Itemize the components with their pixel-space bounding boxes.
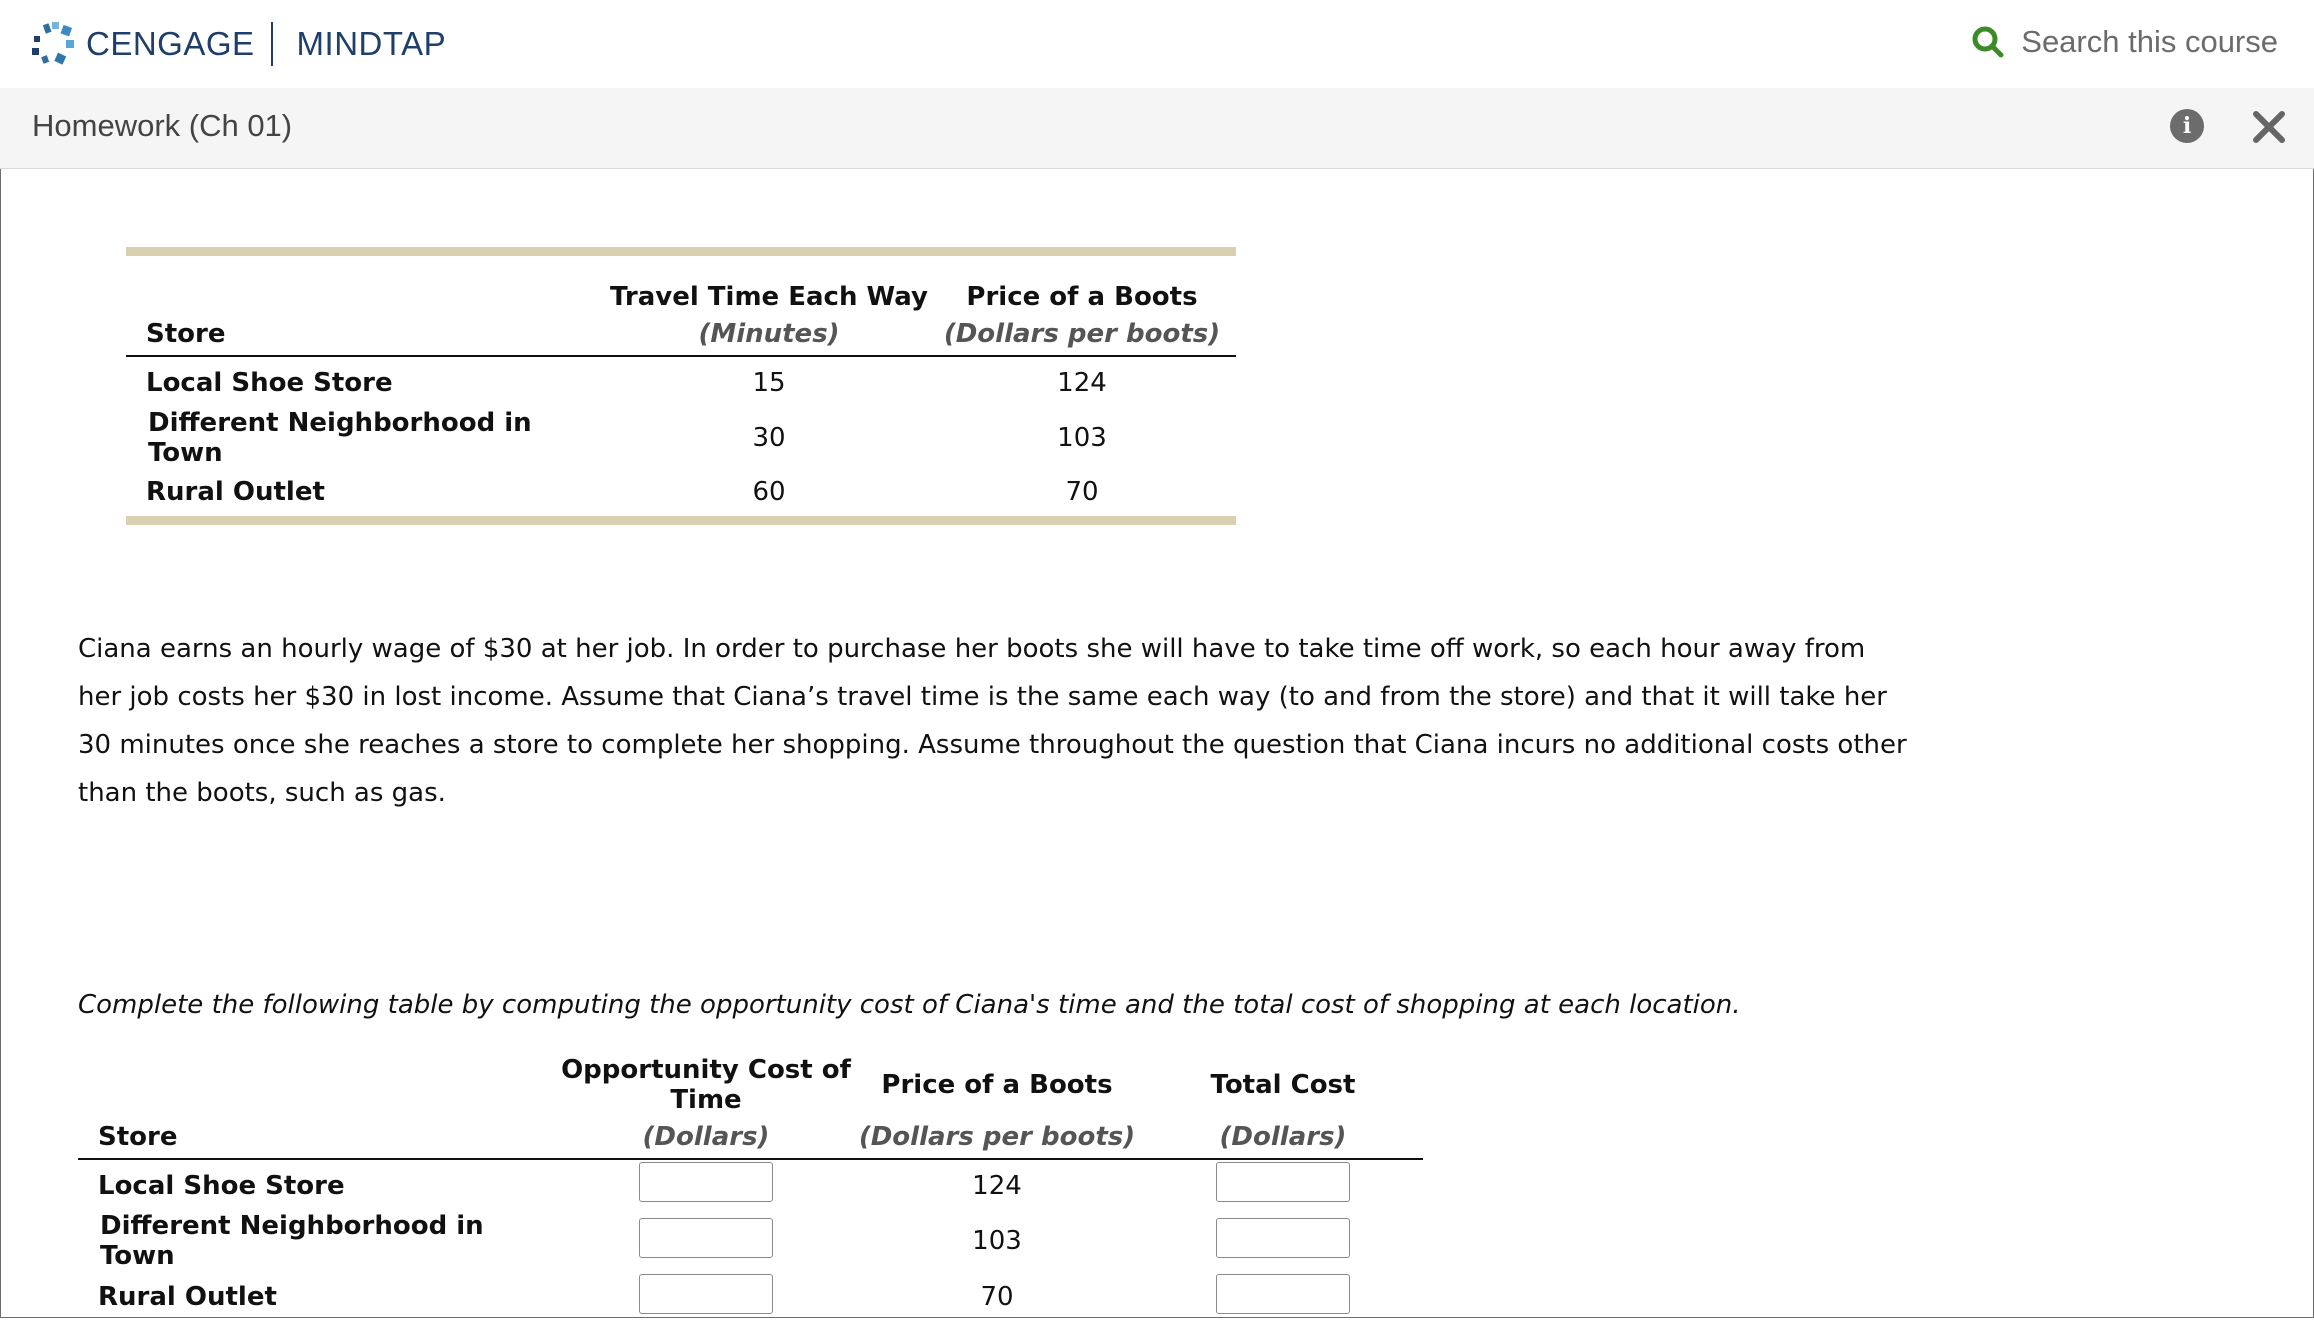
brand-divider bbox=[271, 22, 273, 66]
col-header-price: Price of a Boots bbox=[881, 1070, 1113, 1100]
total-cost-input[interactable] bbox=[1216, 1218, 1350, 1258]
search-icon[interactable] bbox=[1971, 25, 2005, 59]
table-row bbox=[126, 356, 1236, 408]
col-header-store: Store bbox=[126, 312, 610, 356]
close-icon[interactable] bbox=[2250, 108, 2288, 146]
col-header-travel: Travel Time Each Way bbox=[610, 282, 928, 312]
store-name: Rural Outlet bbox=[98, 1282, 277, 1312]
col-unit-opportunity: (Dollars) bbox=[561, 1115, 851, 1159]
course-search[interactable] bbox=[1971, 24, 2278, 60]
boot-price: 124 bbox=[972, 1170, 1022, 1201]
brand-cengage: CENGAGE bbox=[86, 25, 255, 62]
brand-mindtap: MINDTAP bbox=[296, 25, 447, 62]
instruction-text: Complete the following table by computing the opportunity cost of Ciana's time and the total cost of shopping at each location. bbox=[78, 990, 1741, 1020]
col-header-store: Store bbox=[78, 1115, 561, 1159]
top-header bbox=[0, 0, 2314, 89]
cengage-logo-icon bbox=[30, 20, 78, 68]
problem-statement: Ciana earns an hourly wage of $30 at her job. In order to purchase her boots she will have to take time off work, so each hour away from her job costs her $30 in lost income. Assume that Ciana’s travel time is the same each way (to and from the store) and that it will take her 30 minutes once she reaches a store to complete her shopping. Assume throughout the question that Ciana incurs no additional costs other than the boots, such as gas. bbox=[78, 634, 1907, 808]
page-title: Homework (Ch 01) bbox=[32, 108, 293, 143]
table-row bbox=[126, 408, 1236, 468]
col-unit-total: (Dollars) bbox=[1143, 1115, 1423, 1159]
col-header-opportunity: Opportunity Cost of Time bbox=[561, 1055, 851, 1115]
search-placeholder[interactable]: Search this course bbox=[2021, 24, 2278, 59]
travel-time: 30 bbox=[752, 423, 786, 453]
table-row bbox=[78, 1211, 1423, 1271]
store-name: Different Neighborhood in Town bbox=[148, 408, 532, 468]
col-unit-price: (Dollars per boots) bbox=[928, 312, 1236, 356]
store-data-table bbox=[126, 247, 1236, 525]
opportunity-cost-input[interactable] bbox=[639, 1218, 773, 1258]
table-row bbox=[126, 468, 1236, 520]
store-name: Rural Outlet bbox=[146, 476, 325, 507]
activity-header bbox=[0, 88, 2314, 169]
info-icon[interactable]: i bbox=[2170, 109, 2204, 143]
boot-price: 70 bbox=[1065, 476, 1099, 507]
table-row bbox=[78, 1159, 1423, 1211]
cengage-logo[interactable] bbox=[30, 20, 446, 68]
total-cost-input[interactable] bbox=[1216, 1274, 1350, 1314]
store-name: Local Shoe Store bbox=[98, 1170, 345, 1201]
col-header-total: Total Cost bbox=[1210, 1070, 1356, 1100]
boot-price: 70 bbox=[980, 1282, 1014, 1312]
col-header-price: Price of a Boots bbox=[966, 282, 1198, 312]
store-name: Local Shoe Store bbox=[146, 367, 393, 398]
col-unit-travel: (Minutes) bbox=[610, 312, 928, 356]
opportunity-cost-input[interactable] bbox=[639, 1162, 773, 1202]
opportunity-cost-input[interactable] bbox=[639, 1274, 773, 1314]
travel-time: 15 bbox=[752, 367, 786, 398]
boot-price: 103 bbox=[1057, 423, 1107, 453]
answer-table bbox=[78, 1055, 1423, 1323]
total-cost-input[interactable] bbox=[1216, 1162, 1350, 1202]
store-name: Different Neighborhood in Town bbox=[100, 1211, 484, 1271]
boot-price: 103 bbox=[972, 1226, 1022, 1256]
travel-time: 60 bbox=[752, 476, 786, 507]
table-row bbox=[78, 1271, 1423, 1323]
boot-price: 124 bbox=[1057, 367, 1107, 398]
col-unit-price: (Dollars per boots) bbox=[851, 1115, 1143, 1159]
